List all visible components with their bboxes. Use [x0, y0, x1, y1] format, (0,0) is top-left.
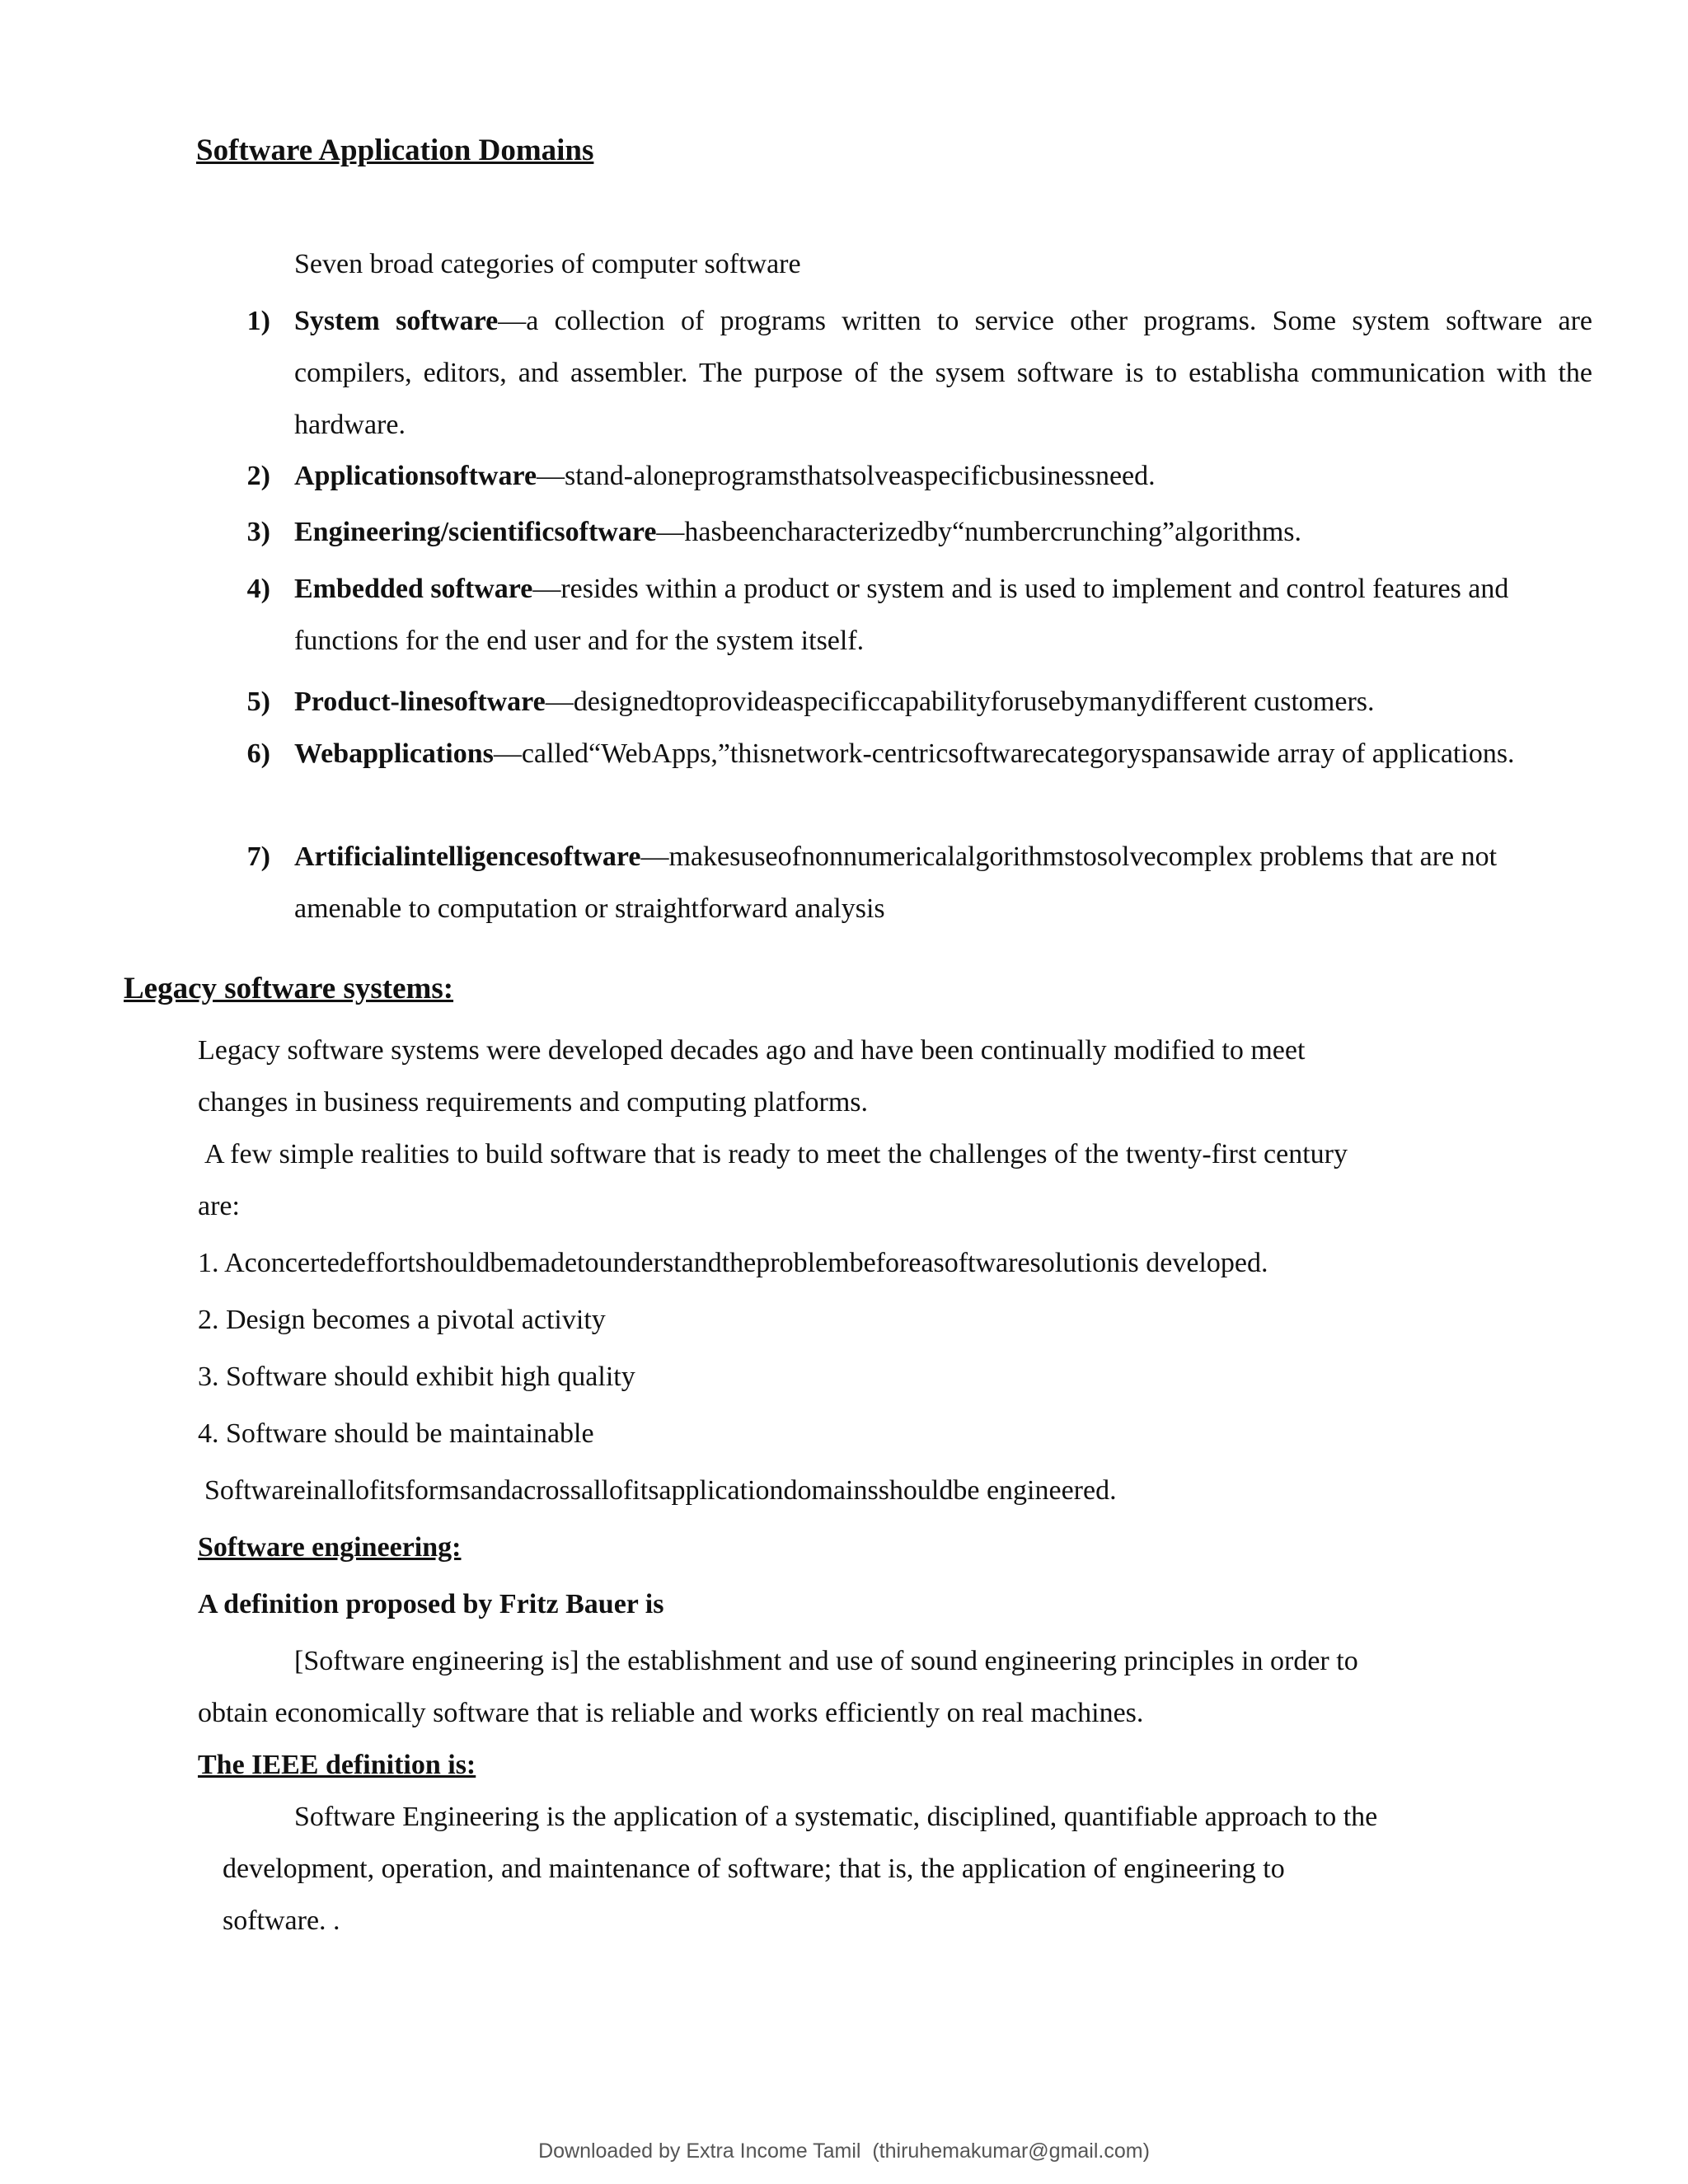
item-term: Artificialintelligencesoftware — [294, 841, 641, 872]
item-description: —called“WebApps,”thisnetwork-centricsoftwarecategoryspansawide array of applications. — [493, 738, 1515, 769]
legacy-paragraph-line: changes in business requirements and computing platforms. — [198, 1087, 868, 1118]
ieee-heading: The IEEE definition is: — [198, 1750, 476, 1780]
item-number: 3) — [246, 517, 270, 547]
item-text — [294, 831, 1592, 935]
item-term: Engineering/scientificsoftware — [294, 517, 657, 547]
se-heading: Software engineering: — [198, 1532, 462, 1563]
page-title: Software Application Domains — [196, 134, 594, 167]
item-description: —resides within a product or system and is used to implement and control features and functions for the end user and for the system itself. — [294, 574, 1509, 656]
item-number: 4) — [246, 574, 270, 604]
bauer-definition-line: [Software engineering is] the establishment and use of sound engineering principles in order to — [294, 1646, 1358, 1676]
reality-item: 2. Design becomes a pivotal activity — [198, 1305, 606, 1335]
item-text — [294, 460, 1156, 493]
bauer-definition-line: obtain economically software that is reliable and works efficiently on real machines. — [198, 1698, 1144, 1728]
item-text — [294, 563, 1592, 667]
item-text — [294, 295, 1592, 451]
item-term: System software — [294, 306, 499, 336]
item-description: —hasbeencharacterizedby“numbercrunching”algorithms. — [656, 517, 1302, 547]
item-number: 5) — [246, 687, 270, 717]
intro-text: Seven broad categories of computer software — [294, 249, 801, 279]
item-text — [294, 728, 1592, 780]
item-text — [294, 516, 1301, 549]
item-description: —a collection of programs written to service other programs. Some system software are compilers, editors, and assembler. The purpose of the sysem software is to establisha communication with the hardware. — [294, 306, 1593, 440]
item-description: —stand-aloneprogramsthatsolveaspecificbusinessneed. — [537, 461, 1156, 491]
item-number: 6) — [246, 738, 270, 769]
ieee-definition-line: software. . — [223, 1905, 340, 1936]
legacy-paragraph-line: Legacy software systems were developed decades ago and have been continually modified to meet — [198, 1035, 1306, 1066]
item-text — [294, 686, 1375, 719]
item-term: Applicationsoftware — [294, 461, 537, 491]
item-term: Product-linesoftware — [294, 687, 546, 717]
reality-item: 4. Software should be maintainable — [198, 1418, 594, 1449]
item-number: 1) — [246, 306, 270, 336]
realities-intro-line: A few simple realities to build software that is ready to meet the challenges of the twenty-first century — [204, 1139, 1348, 1169]
item-description: —makesuseofnonnumericalalgorithmstosolvecomplex problems that are not amenable to computation or straightforward analysis — [294, 841, 1498, 924]
reality-item: 3. Software should exhibit high quality — [198, 1361, 635, 1392]
item-term: Embedded software — [294, 574, 533, 604]
bauer-label: A definition proposed by Fritz Bauer is — [198, 1589, 664, 1619]
ieee-definition-line: Software Engineering is the application of a systematic, disciplined, quantifiable approach to the — [294, 1802, 1378, 1832]
footer-download-note: Downloaded by Extra Income Tamil (thiruhemakumar@gmail.com) — [538, 2139, 1150, 2163]
ieee-definition-line: development, operation, and maintenance of software; that is, the application of engineering to — [223, 1854, 1285, 1884]
legacy-heading: Legacy software systems: — [124, 972, 454, 1005]
realities-intro-line: are: — [198, 1191, 240, 1221]
item-number: 7) — [246, 841, 270, 872]
item-number: 2) — [246, 461, 270, 491]
item-description: —designedtoprovideaspecificcapabilityforusebymanydifferent customers. — [545, 687, 1375, 717]
reality-item: 1. Aconcertedeffortshouldbemadetounderstandtheproblembeforeasoftwaresolutionis developed. — [198, 1248, 1268, 1278]
item-term: Webapplications — [294, 738, 494, 769]
closing-statement: Softwareinallofitsformsandacrossallofitsapplicationdomainsshouldbe engineered. — [204, 1475, 1117, 1506]
